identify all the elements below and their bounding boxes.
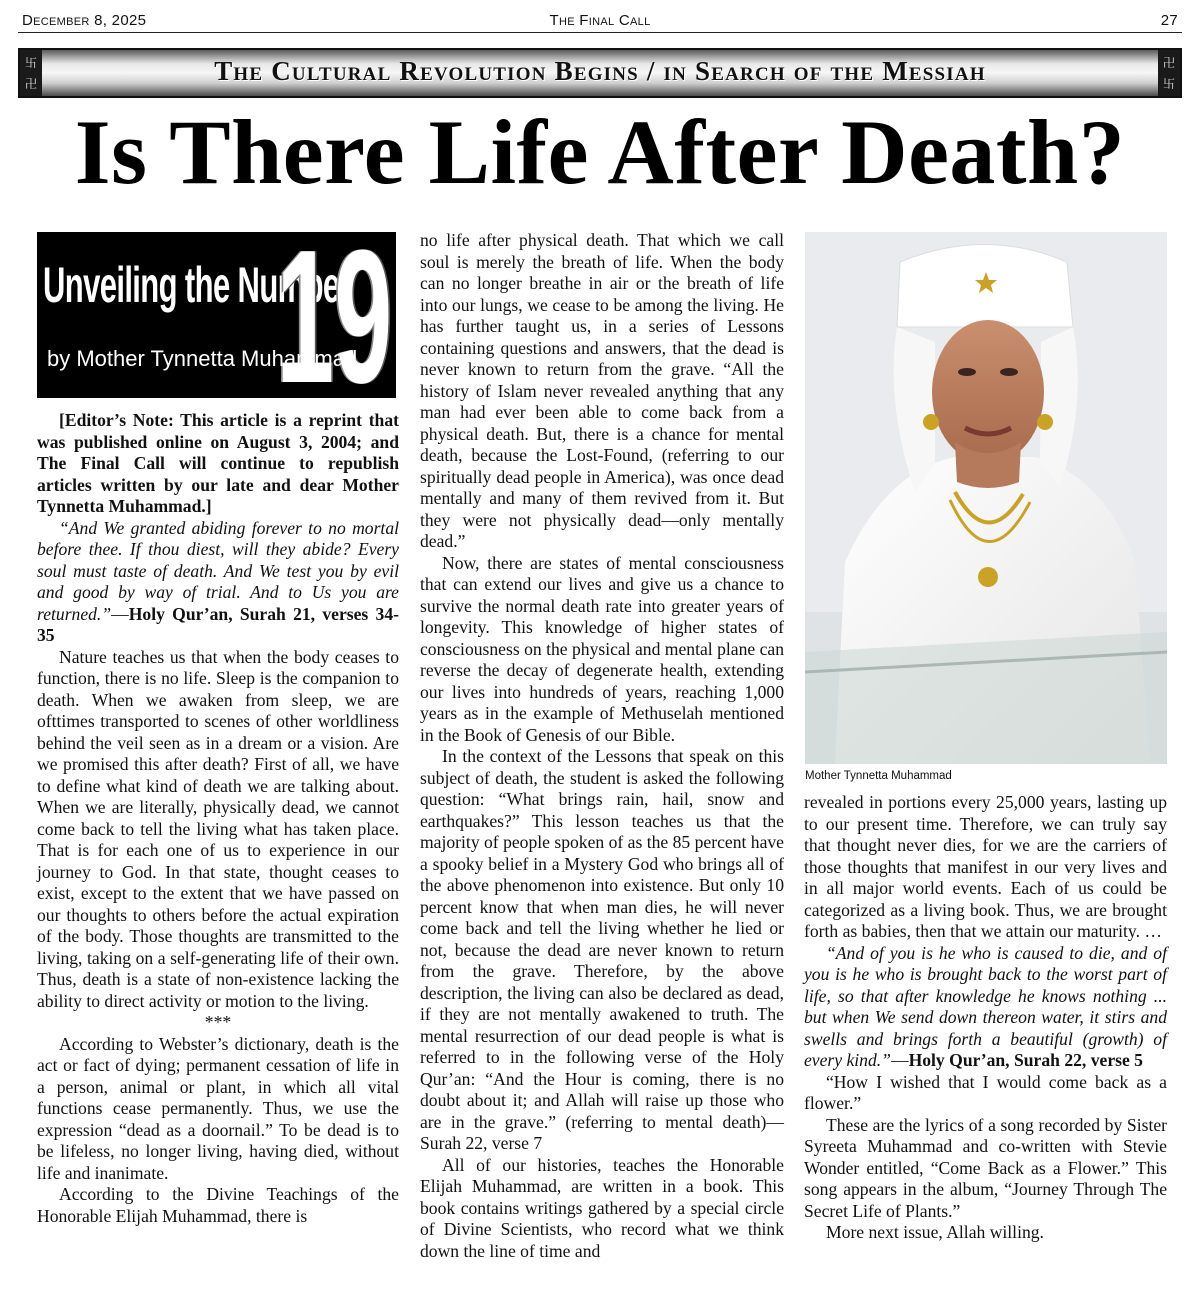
issue-date: December 8, 2025 xyxy=(22,12,147,29)
editors-note: [Editor’s Note: This article is a reprint that was published online on August 3, 2004; and The Final Call will continue to republish articles written by our late and dear Mother Tynnetta Muhammad.] xyxy=(37,410,399,516)
article-column-1 xyxy=(37,410,399,1227)
headline: Is There Life After Death? xyxy=(74,101,1126,203)
paragraph: Now, there are states of mental consciousness that can extend our lives and give us a chance to survive the normal death rate into greater years of longevity. This knowledge of higher states of consciousness on the physical and mental plane can reverse the decay of degenerate health, extending our lives into hundreds of years, reaching 1,000 years as in the example of Methuselah mentioned in the Book of Genesis of our Bible. xyxy=(420,552,784,745)
publication-name: The Final Call xyxy=(549,12,651,29)
column-logo xyxy=(37,232,396,398)
paragraph: “How I wished that I would come back as a flower.” xyxy=(804,1071,1167,1113)
paragraph: All of our histories, teaches the Honorable Elijah Muhammad, are written in a book. This book contains writings gathered by a special circle of Divine Scientists, who record what we think down the line of time and xyxy=(420,1154,784,1261)
section-separator: *** xyxy=(204,1012,232,1032)
paragraph: These are the lyrics of a song recorded by Sister Syreeta Muhammad and co-written with Stevie Wonder entitled, “Come Back as a Flower.” This song appears in the album, “Journey Through The Secret Life of Plants.” xyxy=(804,1114,1167,1221)
closing-quote: “And of you is he who is caused to die, and of you is he who is brought back to the worst part of life, so that after knowledge he knows nothing ... but when We send down thereon water, it stirs and swells and brings forth a beautiful (growth) of every kind.”—Holy Qur’an, Surah 22, verse 5 xyxy=(804,942,1167,1070)
paragraph: In the context of the Lessons that speak on this subject of death, the student is asked the following question: “What brings rain, hail, snow and earthquakes?” This lesson teaches us that the majority of people spoken of as the 85 percent have a spooky belief in a Mystery God who brings all of the above phenomenon into existence. But only 10 percent know that when man dies, he will never come back and tell the living whether he lied or not, because the dead are never known to return from the grave. Therefore, by the above description, the living can also be declared as dead, if they are not mentally awakened to truth. The mental resurrection of our dead people is what is referred to in the following verse of the Holy Qur’an: “And the Hour is coming, there is no doubt about it; and Allah will raise up those who are in the grave.” (referring to mental death)—Surah 22, verse 7 xyxy=(420,746,784,1153)
portrait-illustration xyxy=(805,232,1167,764)
paragraph: revealed in portions every 25,000 years, lasting up to our present time. Therefore, we can truly say that thought never dies, for we are the carriers of those thoughts that manifest in our very lives and in all major world events. Each of us could be categorized as a living book. Thus, we are brought forth as babies, then that we attain our maturity. … xyxy=(804,792,1167,941)
paragraph: According to Webster’s dictionary, death is the act or fact of dying; permanent cessation of life in a person, animal or plant, in which all vital functions cease permanently. Thus, we use the expression “dead as a doornail.” To be dead is to be lifeless, no longer living, having died, without life and inanimate. xyxy=(37,1033,399,1183)
paragraph: Nature teaches us that when the body ceases to function, there is no life. Sleep is the companion to death. When we awaken from sleep, we are ofttimes transported to scenes of other worldliness behind the veil seen as in a dream or a vision. Are we promised this after death? First of all, we have to define what kind of death we are talking about. When we are literally, physically dead, we cannot come back to tell the living what has taken place. That is for each one of us to experience in our journey to God. In that state, thought ceases to exist, except to the extent that we have passed on our thoughts to others before the actual expiration of the body. Those thoughts are transmitted to the living, taking on a self-generating life of their own. Thus, death is a state of non-existence lacking the ability to direct activity or motion to the living. xyxy=(37,646,399,1011)
article-column-2 xyxy=(420,230,784,1262)
section-banner xyxy=(18,48,1182,98)
page-folio xyxy=(18,10,1182,33)
paragraph: More next issue, Allah willing. xyxy=(826,1222,1044,1242)
greek-key-ornament-icon: 卍 卐 xyxy=(1158,50,1180,96)
paragraph: no life after physical death. That which we call soul is merely the breath of life. When the body can no longer breathe in air or the breath of life into our lungs, we cease to be among the living. He has further taught us, in a series of Lessons containing questions and answers, that the dead is never known to return from the grave. “All the history of Islam never revealed anything that any man had ever been able to come back from a physical death. But, there is a chance for mental death, because the Lost-Found, (referring to our spiritually dead people in America), was once dead mentally and many of them revived from it. But they were not physically dead—only mentally dead.” xyxy=(420,230,784,551)
column-logo-number: 19 xyxy=(275,232,392,398)
paragraph: According to the Divine Teachings of the Honorable Elijah Muhammad, there is xyxy=(37,1184,399,1226)
quote-reference: Holy Qur’an, Surah 22, verse 5 xyxy=(908,1050,1143,1070)
section-banner-text: The Cultural Revolution Begins / in Search of the Messiah xyxy=(214,56,986,86)
column-logo-title: Unveiling the Number xyxy=(43,257,351,313)
photo-caption: Mother Tynnetta Muhammad xyxy=(805,770,952,782)
article-column-3 xyxy=(804,792,1167,1244)
opening-quote: “And We granted abiding forever to no mortal before thee. If thou diest, will they abide? Every soul must taste of death. And We test you by evil and good by way of trial. And to Us you are returned.”—Holy Qur’an, Surah 21, verses 34-35 xyxy=(37,517,399,645)
greek-key-ornament-icon: 卐 卍 xyxy=(20,50,42,96)
page-number: 27 xyxy=(1160,12,1178,29)
quote-reference: Holy Qur’an, Surah 21, verses 34-35 xyxy=(37,603,399,645)
portrait-photo xyxy=(805,232,1167,764)
column-logo-byline: by Mother Tynnetta Muhammad xyxy=(47,346,358,371)
